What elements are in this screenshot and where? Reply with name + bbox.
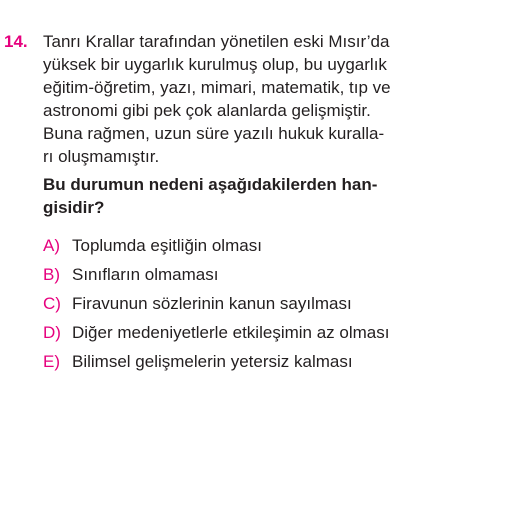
question-prompt bbox=[43, 173, 483, 219]
stem-line: rı oluşmamıştır. bbox=[43, 147, 160, 166]
stem-line: Buna rağmen, uzun süre yazılı hukuk kuralla- bbox=[43, 124, 385, 143]
option-a[interactable] bbox=[43, 234, 493, 263]
option-c[interactable] bbox=[43, 292, 493, 321]
option-d[interactable] bbox=[43, 321, 493, 350]
option-text: Sınıfların olmaması bbox=[72, 265, 219, 284]
stem-line: Tanrı Krallar tarafından yönetilen eski Mısır’da bbox=[43, 32, 390, 51]
option-text: Diğer medeniyetlerle etkileşimin az olması bbox=[72, 323, 390, 342]
option-letter: C) bbox=[43, 294, 61, 313]
option-letter: E) bbox=[43, 352, 60, 371]
option-letter: A) bbox=[43, 236, 60, 255]
stem-line: yüksek bir uygarlık kurulmuş olup, bu uygarlık bbox=[43, 55, 387, 74]
stem-line: eğitim-öğretim, yazı, mimari, matematik, tıp ve bbox=[43, 78, 391, 97]
stem-line: astronomi gibi pek çok alanlarda gelişmiştir. bbox=[43, 101, 371, 120]
question-stem bbox=[43, 30, 483, 168]
option-text: Firavunun sözlerinin kanun sayılması bbox=[72, 294, 352, 313]
option-letter: D) bbox=[43, 323, 61, 342]
option-text: Toplumda eşitliğin olması bbox=[72, 236, 262, 255]
option-e[interactable] bbox=[43, 350, 493, 379]
option-text: Bilimsel gelişmelerin yetersiz kalması bbox=[72, 352, 353, 371]
prompt-line: Bu durumun nedeni aşağıdakilerden han- bbox=[43, 175, 378, 194]
option-b[interactable] bbox=[43, 263, 493, 292]
prompt-line: gisidir? bbox=[43, 198, 105, 217]
question-number: 14. bbox=[4, 32, 28, 51]
option-letter: B) bbox=[43, 265, 60, 284]
answer-options bbox=[43, 234, 493, 379]
